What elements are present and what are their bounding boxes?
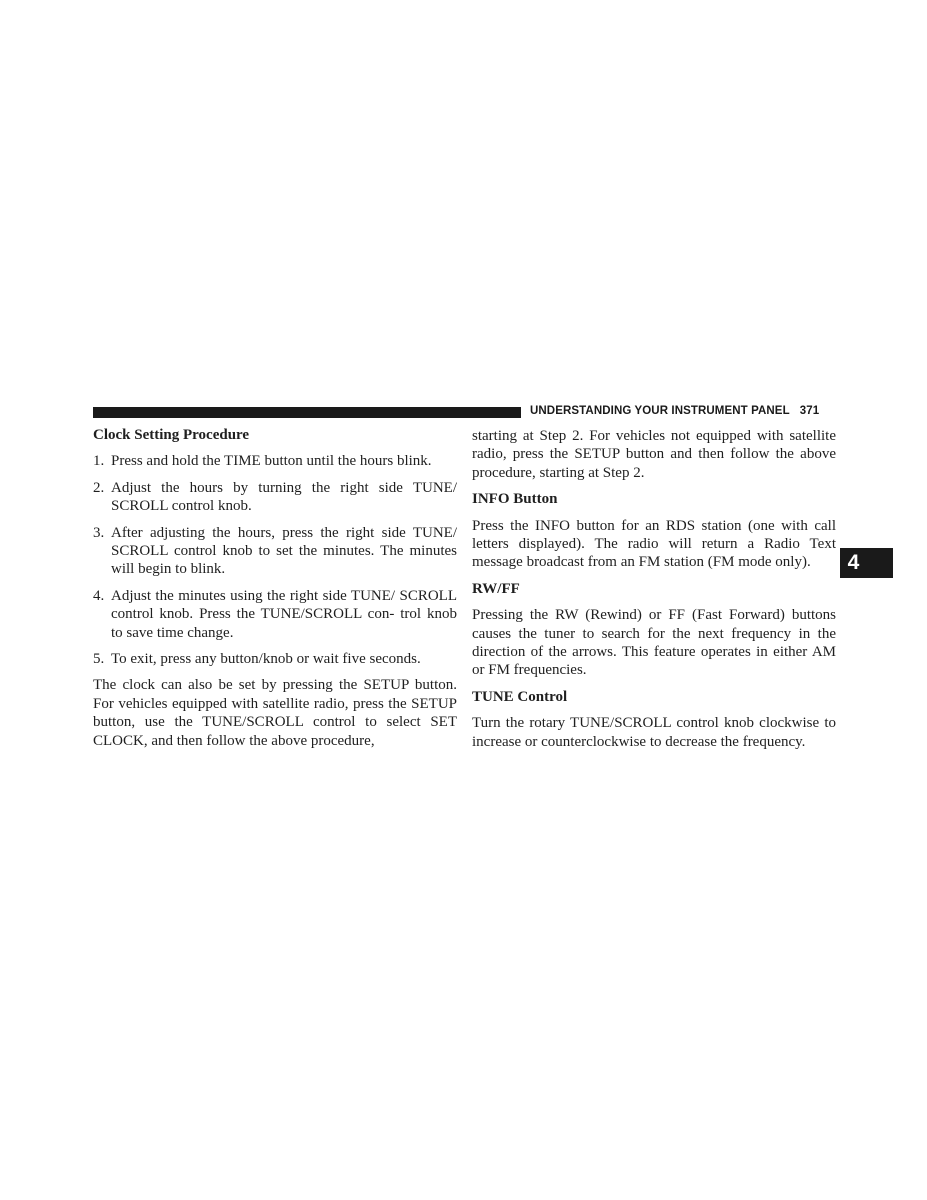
step-text: Adjust the hours by turning the right side TUNE/ SCROLL control knob. [111,479,457,515]
body-paragraph: Turn the rotary TUNE/SCROLL control knob clockwise to increase or counterclockwise to decrease the frequency. [472,715,836,750]
step-text: After adjusting the hours, press the right side TUNE/ SCROLL control knob to set the minutes. The minutes will begin to blink. [111,524,457,578]
step-number: 3. [93,524,105,541]
chapter-tab: 4 [840,548,893,578]
step-number: 2. [93,479,105,496]
continuation-paragraph: starting at Step 2. For vehicles not equipped with satellite radio, press the SETUP button and then follow the above procedure, starting at Step 2. [472,428,836,481]
section-heading: INFO Button [472,491,558,508]
step-number: 4. [93,587,105,604]
list-item [93,587,457,642]
list-item [93,452,457,470]
step-text: Press and hold the TIME button until the hours blink. [111,453,432,470]
section-heading: TUNE Control [472,688,568,705]
body-paragraph: The clock can also be set by pressing the SETUP button. For vehicles equipped with satellite radio, press the SETUP button, use the TUNE/SCROLL control to select SET CLOCK, and then follow the above procedure, [93,677,457,749]
body-paragraph: Pressing the RW (Rewind) or FF (Fast Forward) buttons causes the tuner to search for the next frequency in the direction of the arrows. This feature operates in either AM or FM frequencies. [472,607,836,679]
step-number: 1. [93,453,105,470]
list-item [93,524,457,579]
list-item [93,650,457,668]
step-number: 5. [93,651,105,668]
right-column [472,427,836,759]
step-text: Adjust the minutes using the right side TUNE/ SCROLL control knob. Press the TUNE/SCROLL con- trol knob to save time change. [111,587,457,641]
procedure-steps [93,452,457,668]
page-number: 371 [799,405,820,417]
section-title: UNDERSTANDING YOUR INSTRUMENT PANEL [530,405,790,417]
running-header [530,405,836,417]
list-item [93,479,457,516]
section-heading: RW/FF [472,580,520,597]
left-column [93,426,457,758]
section-heading: Clock Setting Procedure [93,427,250,443]
header-rule [93,407,521,418]
body-paragraph: Press the INFO button for an RDS station (one with call letters displayed). The radio will return a Radio Text message broadcast from an FM station (FM mode only). [472,517,836,571]
step-text: To exit, press any button/knob or wait five seconds. [111,651,421,668]
